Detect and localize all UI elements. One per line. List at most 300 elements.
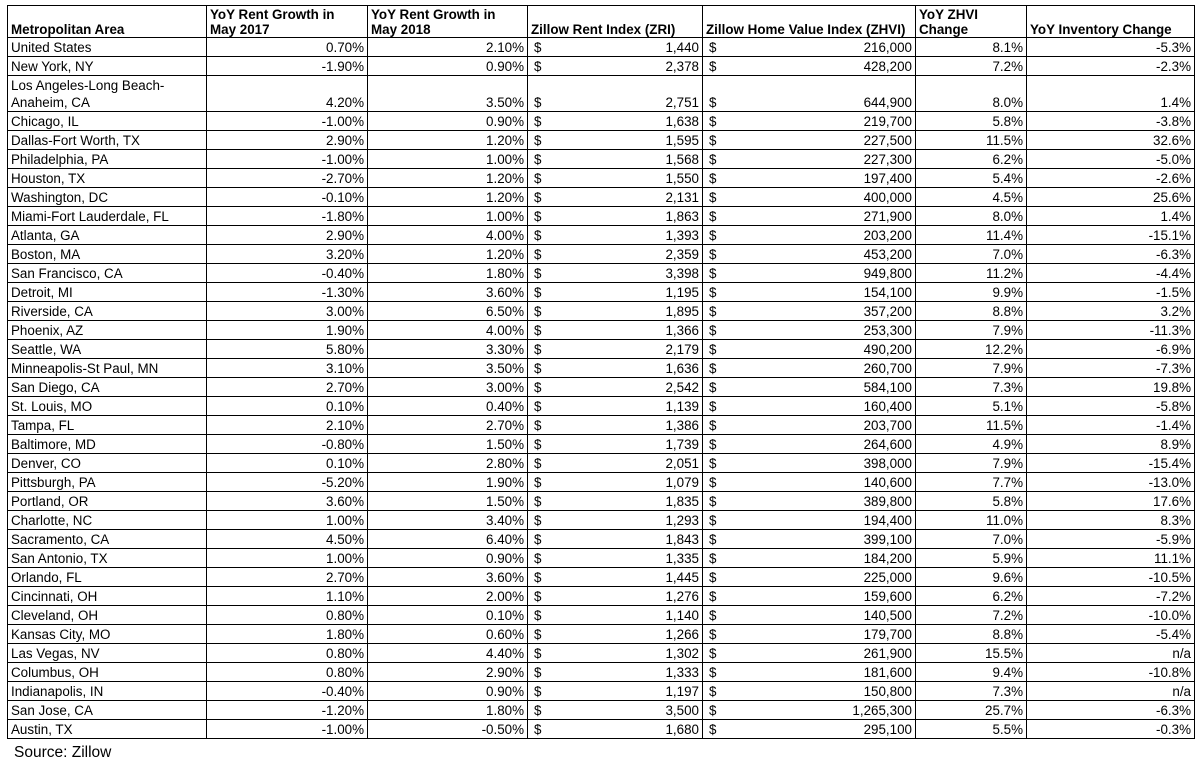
currency-symbol: $ — [709, 551, 717, 566]
table-row — [8, 245, 1195, 264]
cell-metro: Charlotte, NC — [8, 511, 207, 530]
amount: 271,900 — [863, 209, 912, 224]
cell-zhvi — [703, 76, 916, 112]
cell-metro: United States — [8, 38, 207, 57]
cell-zhvi — [703, 378, 916, 397]
cell-rent-growth-2017: 3.10% — [207, 359, 368, 378]
cell-rent-growth-2018: 3.40% — [368, 511, 528, 530]
cell-metro: Houston, TX — [8, 169, 207, 188]
cell-zhvi — [703, 131, 916, 150]
cell-metro: Baltimore, MD — [8, 435, 207, 454]
cell-inventory-change: 8.3% — [1027, 511, 1195, 530]
column-header-rent-growth-2018: YoY Rent Growth in May 2018 — [368, 6, 528, 38]
cell-zri — [528, 112, 703, 131]
cell-rent-growth-2018: 1.20% — [368, 169, 528, 188]
table-row — [8, 112, 1195, 131]
amount: 2,051 — [665, 456, 699, 471]
cell-metro: Tampa, FL — [8, 416, 207, 435]
amount: 1,680 — [665, 722, 699, 737]
cell-zhvi-change: 5.8% — [916, 112, 1027, 131]
amount: 260,700 — [863, 361, 912, 376]
cell-zri — [528, 207, 703, 226]
table-row — [8, 682, 1195, 701]
cell-zhvi — [703, 492, 916, 511]
cell-rent-growth-2018: 1.00% — [368, 150, 528, 169]
currency-symbol: $ — [534, 475, 542, 490]
cell-zri — [528, 511, 703, 530]
amount: 1,139 — [665, 399, 699, 414]
cell-zhvi-change: 8.8% — [916, 625, 1027, 644]
currency-symbol: $ — [534, 608, 542, 623]
amount: 400,000 — [863, 190, 912, 205]
cell-metro: Denver, CO — [8, 454, 207, 473]
currency-symbol: $ — [709, 40, 717, 55]
cell-zri — [528, 226, 703, 245]
table-row — [8, 340, 1195, 359]
amount: 1,197 — [665, 684, 699, 699]
cell-rent-growth-2018: -0.50% — [368, 720, 528, 739]
amount: 181,600 — [863, 665, 912, 680]
cell-zri — [528, 435, 703, 454]
amount: 1,366 — [665, 323, 699, 338]
currency-symbol: $ — [534, 684, 542, 699]
amount: 194,400 — [863, 513, 912, 528]
amount: 1,266 — [665, 627, 699, 642]
currency-symbol: $ — [709, 361, 717, 376]
cell-rent-growth-2018: 2.70% — [368, 416, 528, 435]
cell-zhvi — [703, 549, 916, 568]
column-header-rent-growth-2017: YoY Rent Growth in May 2017 — [207, 6, 368, 38]
currency-symbol: $ — [534, 665, 542, 680]
amount: 1,440 — [665, 40, 699, 55]
currency-symbol: $ — [709, 513, 717, 528]
cell-zhvi-change: 7.3% — [916, 682, 1027, 701]
cell-metro: Washington, DC — [8, 188, 207, 207]
cell-metro: Austin, TX — [8, 720, 207, 739]
cell-inventory-change: -1.5% — [1027, 283, 1195, 302]
cell-rent-growth-2018: 2.00% — [368, 587, 528, 606]
cell-inventory-change: -2.6% — [1027, 169, 1195, 188]
cell-inventory-change: -1.4% — [1027, 416, 1195, 435]
cell-rent-growth-2018: 1.20% — [368, 188, 528, 207]
cell-zhvi-change: 7.7% — [916, 473, 1027, 492]
cell-metro: Philadelphia, PA — [8, 150, 207, 169]
cell-rent-growth-2017: 2.70% — [207, 568, 368, 587]
cell-zhvi-change: 8.1% — [916, 38, 1027, 57]
cell-zri — [528, 38, 703, 57]
table-row — [8, 169, 1195, 188]
cell-zhvi-change: 11.5% — [916, 416, 1027, 435]
amount: 227,500 — [863, 133, 912, 148]
cell-rent-growth-2018: 2.10% — [368, 38, 528, 57]
cell-rent-growth-2018: 4.00% — [368, 226, 528, 245]
cell-metro: Dallas-Fort Worth, TX — [8, 131, 207, 150]
currency-symbol: $ — [534, 703, 542, 718]
amount: 453,200 — [863, 247, 912, 262]
currency-symbol: $ — [709, 114, 717, 129]
cell-zri — [528, 682, 703, 701]
amount: 2,131 — [665, 190, 699, 205]
cell-zri — [528, 264, 703, 283]
table-row — [8, 549, 1195, 568]
amount: 225,000 — [863, 570, 912, 585]
table-row — [8, 473, 1195, 492]
currency-symbol: $ — [709, 646, 717, 661]
cell-rent-growth-2018: 2.80% — [368, 454, 528, 473]
currency-symbol: $ — [534, 646, 542, 661]
table-row — [8, 644, 1195, 663]
cell-zri — [528, 131, 703, 150]
cell-inventory-change: -7.3% — [1027, 359, 1195, 378]
cell-metro: Indianapolis, IN — [8, 682, 207, 701]
currency-symbol: $ — [534, 133, 542, 148]
currency-symbol: $ — [534, 342, 542, 357]
cell-zhvi — [703, 454, 916, 473]
amount: 1,835 — [665, 494, 699, 509]
cell-inventory-change: 25.6% — [1027, 188, 1195, 207]
currency-symbol: $ — [534, 380, 542, 395]
cell-inventory-change: -6.3% — [1027, 245, 1195, 264]
currency-symbol: $ — [709, 342, 717, 357]
cell-metro: Boston, MA — [8, 245, 207, 264]
currency-symbol: $ — [709, 323, 717, 338]
cell-inventory-change: 17.6% — [1027, 492, 1195, 511]
cell-rent-growth-2017: -2.70% — [207, 169, 368, 188]
amount: 1,302 — [665, 646, 699, 661]
cell-inventory-change: -7.2% — [1027, 587, 1195, 606]
cell-zhvi — [703, 511, 916, 530]
cell-zhvi-change: 7.0% — [916, 530, 1027, 549]
cell-rent-growth-2017: -0.40% — [207, 682, 368, 701]
cell-rent-growth-2018: 3.60% — [368, 283, 528, 302]
amount: 428,200 — [863, 59, 912, 74]
cell-rent-growth-2018: 6.40% — [368, 530, 528, 549]
currency-symbol: $ — [534, 95, 542, 110]
cell-rent-growth-2017: 1.10% — [207, 587, 368, 606]
cell-rent-growth-2017: 0.80% — [207, 644, 368, 663]
amount: 357,200 — [863, 304, 912, 319]
cell-zhvi-change: 5.8% — [916, 492, 1027, 511]
cell-zhvi-change: 8.0% — [916, 76, 1027, 112]
cell-zhvi-change: 7.9% — [916, 454, 1027, 473]
amount: 584,100 — [863, 380, 912, 395]
cell-zhvi — [703, 568, 916, 587]
cell-zhvi-change: 5.4% — [916, 169, 1027, 188]
amount: 179,700 — [863, 627, 912, 642]
cell-inventory-change: 3.2% — [1027, 302, 1195, 321]
cell-metro: Cincinnati, OH — [8, 587, 207, 606]
cell-inventory-change: -5.8% — [1027, 397, 1195, 416]
cell-rent-growth-2018: 1.90% — [368, 473, 528, 492]
amount: 160,400 — [863, 399, 912, 414]
table-row — [8, 131, 1195, 150]
cell-inventory-change: -11.3% — [1027, 321, 1195, 340]
currency-symbol: $ — [709, 703, 717, 718]
cell-rent-growth-2018: 0.90% — [368, 112, 528, 131]
table-row — [8, 359, 1195, 378]
cell-rent-growth-2017: 2.70% — [207, 378, 368, 397]
cell-rent-growth-2018: 4.40% — [368, 644, 528, 663]
table-row — [8, 321, 1195, 340]
amount: 1,863 — [665, 209, 699, 224]
cell-rent-growth-2017: -0.40% — [207, 264, 368, 283]
amount: 1,739 — [665, 437, 699, 452]
cell-inventory-change: -3.8% — [1027, 112, 1195, 131]
cell-zhvi-change: 11.5% — [916, 131, 1027, 150]
cell-zhvi — [703, 701, 916, 720]
cell-rent-growth-2018: 4.00% — [368, 321, 528, 340]
amount: 1,393 — [665, 228, 699, 243]
currency-symbol: $ — [534, 437, 542, 452]
cell-zhvi-change: 7.3% — [916, 378, 1027, 397]
cell-zhvi — [703, 112, 916, 131]
currency-symbol: $ — [709, 665, 717, 680]
cell-zhvi-change: 8.8% — [916, 302, 1027, 321]
currency-symbol: $ — [709, 722, 717, 737]
table-row — [8, 57, 1195, 76]
cell-metro: Columbus, OH — [8, 663, 207, 682]
cell-metro: Kansas City, MO — [8, 625, 207, 644]
amount: 1,843 — [665, 532, 699, 547]
cell-rent-growth-2018: 6.50% — [368, 302, 528, 321]
amount: 1,293 — [665, 513, 699, 528]
currency-symbol: $ — [709, 475, 717, 490]
cell-zri — [528, 530, 703, 549]
cell-rent-growth-2017: -1.90% — [207, 57, 368, 76]
cell-metro: Minneapolis-St Paul, MN — [8, 359, 207, 378]
amount: 1,595 — [665, 133, 699, 148]
amount: 490,200 — [863, 342, 912, 357]
cell-zhvi-change: 4.5% — [916, 188, 1027, 207]
cell-rent-growth-2017: 3.60% — [207, 492, 368, 511]
amount: 1,335 — [665, 551, 699, 566]
cell-zri — [528, 568, 703, 587]
amount: 2,179 — [665, 342, 699, 357]
cell-inventory-change: -13.0% — [1027, 473, 1195, 492]
currency-symbol: $ — [709, 608, 717, 623]
amount: 1,568 — [665, 152, 699, 167]
cell-zri — [528, 245, 703, 264]
currency-symbol: $ — [709, 684, 717, 699]
cell-zri — [528, 397, 703, 416]
cell-inventory-change: -6.9% — [1027, 340, 1195, 359]
table-row — [8, 38, 1195, 57]
cell-zhvi — [703, 264, 916, 283]
cell-rent-growth-2017: 1.00% — [207, 511, 368, 530]
amount: 150,800 — [863, 684, 912, 699]
cell-rent-growth-2018: 0.40% — [368, 397, 528, 416]
cell-zri — [528, 663, 703, 682]
cell-zhvi-change: 9.6% — [916, 568, 1027, 587]
cell-inventory-change: -2.3% — [1027, 57, 1195, 76]
cell-rent-growth-2017: 2.10% — [207, 416, 368, 435]
table-row — [8, 530, 1195, 549]
cell-zhvi — [703, 397, 916, 416]
cell-inventory-change: -6.3% — [1027, 701, 1195, 720]
currency-symbol: $ — [709, 627, 717, 642]
table-row — [8, 207, 1195, 226]
cell-zri — [528, 359, 703, 378]
currency-symbol: $ — [534, 59, 542, 74]
currency-symbol: $ — [534, 627, 542, 642]
currency-symbol: $ — [709, 152, 717, 167]
cell-inventory-change: -5.9% — [1027, 530, 1195, 549]
currency-symbol: $ — [709, 304, 717, 319]
amount: 1,445 — [665, 570, 699, 585]
cell-zri — [528, 321, 703, 340]
cell-zhvi-change: 7.2% — [916, 57, 1027, 76]
cell-zri — [528, 644, 703, 663]
cell-zri — [528, 169, 703, 188]
cell-inventory-change: -5.4% — [1027, 625, 1195, 644]
table-row — [8, 454, 1195, 473]
cell-zhvi — [703, 302, 916, 321]
cell-zhvi-change: 7.9% — [916, 321, 1027, 340]
cell-zhvi — [703, 207, 916, 226]
table-row — [8, 568, 1195, 587]
amount: 197,400 — [863, 171, 912, 186]
cell-rent-growth-2017: 0.10% — [207, 397, 368, 416]
cell-zhvi — [703, 530, 916, 549]
cell-zri — [528, 587, 703, 606]
cell-metro: Pittsburgh, PA — [8, 473, 207, 492]
cell-inventory-change: -10.8% — [1027, 663, 1195, 682]
table-row — [8, 264, 1195, 283]
cell-zhvi — [703, 245, 916, 264]
amount: 1,276 — [665, 589, 699, 604]
amount: 3,398 — [665, 266, 699, 281]
cell-zhvi-change: 5.9% — [916, 549, 1027, 568]
cell-zri — [528, 378, 703, 397]
amount: 1,638 — [665, 114, 699, 129]
currency-symbol: $ — [709, 285, 717, 300]
amount: 3,500 — [665, 703, 699, 718]
cell-rent-growth-2017: 2.90% — [207, 131, 368, 150]
amount: 949,800 — [863, 266, 912, 281]
column-header-zhvi: Zillow Home Value Index (ZHVI) — [703, 6, 916, 38]
amount: 227,300 — [863, 152, 912, 167]
cell-zhvi — [703, 587, 916, 606]
cell-zri — [528, 473, 703, 492]
cell-rent-growth-2018: 0.10% — [368, 606, 528, 625]
table-body — [8, 38, 1195, 739]
amount: 159,600 — [863, 589, 912, 604]
table-row — [8, 663, 1195, 682]
currency-symbol: $ — [534, 40, 542, 55]
cell-rent-growth-2018: 3.50% — [368, 76, 528, 112]
cell-rent-growth-2017: -1.00% — [207, 150, 368, 169]
cell-zri — [528, 302, 703, 321]
cell-rent-growth-2018: 1.80% — [368, 701, 528, 720]
cell-rent-growth-2017: 0.10% — [207, 454, 368, 473]
amount: 2,378 — [665, 59, 699, 74]
cell-zhvi — [703, 188, 916, 207]
cell-zri — [528, 340, 703, 359]
cell-rent-growth-2017: 2.90% — [207, 226, 368, 245]
amount: 1,195 — [665, 285, 699, 300]
amount: 644,900 — [863, 95, 912, 110]
cell-zhvi-change: 9.9% — [916, 283, 1027, 302]
currency-symbol: $ — [709, 399, 717, 414]
cell-rent-growth-2017: -5.20% — [207, 473, 368, 492]
cell-rent-growth-2017: -1.30% — [207, 283, 368, 302]
cell-rent-growth-2017: 0.70% — [207, 38, 368, 57]
cell-zhvi-change: 8.0% — [916, 207, 1027, 226]
currency-symbol: $ — [534, 589, 542, 604]
cell-zhvi — [703, 38, 916, 57]
cell-rent-growth-2018: 1.50% — [368, 435, 528, 454]
cell-metro: Sacramento, CA — [8, 530, 207, 549]
currency-symbol: $ — [709, 247, 717, 262]
cell-zri — [528, 492, 703, 511]
amount: 219,700 — [863, 114, 912, 129]
table-row — [8, 150, 1195, 169]
cell-zri — [528, 416, 703, 435]
cell-rent-growth-2018: 3.60% — [368, 568, 528, 587]
cell-rent-growth-2017: 3.20% — [207, 245, 368, 264]
cell-zhvi-change: 6.2% — [916, 587, 1027, 606]
currency-symbol: $ — [534, 171, 542, 186]
currency-symbol: $ — [709, 190, 717, 205]
source-note: Source: Zillow — [14, 744, 112, 761]
cell-zri — [528, 57, 703, 76]
currency-symbol: $ — [709, 380, 717, 395]
cell-rent-growth-2018: 0.90% — [368, 549, 528, 568]
cell-rent-growth-2018: 1.20% — [368, 245, 528, 264]
amount: 2,751 — [665, 95, 699, 110]
cell-rent-growth-2017: 0.80% — [207, 663, 368, 682]
cell-rent-growth-2017: -1.80% — [207, 207, 368, 226]
column-header-zhvi-change: YoY ZHVI Change — [916, 6, 1027, 38]
cell-rent-growth-2017: 4.20% — [207, 76, 368, 112]
currency-symbol: $ — [534, 418, 542, 433]
cell-zri — [528, 76, 703, 112]
amount: 264,600 — [863, 437, 912, 452]
currency-symbol: $ — [534, 551, 542, 566]
amount: 389,800 — [863, 494, 912, 509]
cell-zhvi — [703, 340, 916, 359]
cell-inventory-change: 32.6% — [1027, 131, 1195, 150]
amount: 203,200 — [863, 228, 912, 243]
table-row — [8, 435, 1195, 454]
cell-inventory-change: n/a — [1027, 644, 1195, 663]
amount: 253,300 — [863, 323, 912, 338]
column-header-metro: Metropolitan Area — [8, 6, 207, 38]
cell-zhvi — [703, 57, 916, 76]
cell-metro: St. Louis, MO — [8, 397, 207, 416]
amount: 184,200 — [863, 551, 912, 566]
cell-inventory-change: -0.3% — [1027, 720, 1195, 739]
cell-rent-growth-2017: 3.00% — [207, 302, 368, 321]
amount: 140,600 — [863, 475, 912, 490]
cell-metro: Miami-Fort Lauderdale, FL — [8, 207, 207, 226]
cell-inventory-change: -5.3% — [1027, 38, 1195, 57]
cell-rent-growth-2018: 1.80% — [368, 264, 528, 283]
table-header-row — [8, 6, 1195, 38]
cell-metro: Orlando, FL — [8, 568, 207, 587]
cell-zri — [528, 454, 703, 473]
currency-symbol: $ — [709, 437, 717, 452]
amount: 399,100 — [863, 532, 912, 547]
cell-metro: New York, NY — [8, 57, 207, 76]
currency-symbol: $ — [534, 399, 542, 414]
cell-zhvi-change: 6.2% — [916, 150, 1027, 169]
cell-inventory-change: 1.4% — [1027, 76, 1195, 112]
amount: 1,895 — [665, 304, 699, 319]
currency-symbol: $ — [534, 513, 542, 528]
table-row — [8, 587, 1195, 606]
cell-rent-growth-2017: 1.90% — [207, 321, 368, 340]
